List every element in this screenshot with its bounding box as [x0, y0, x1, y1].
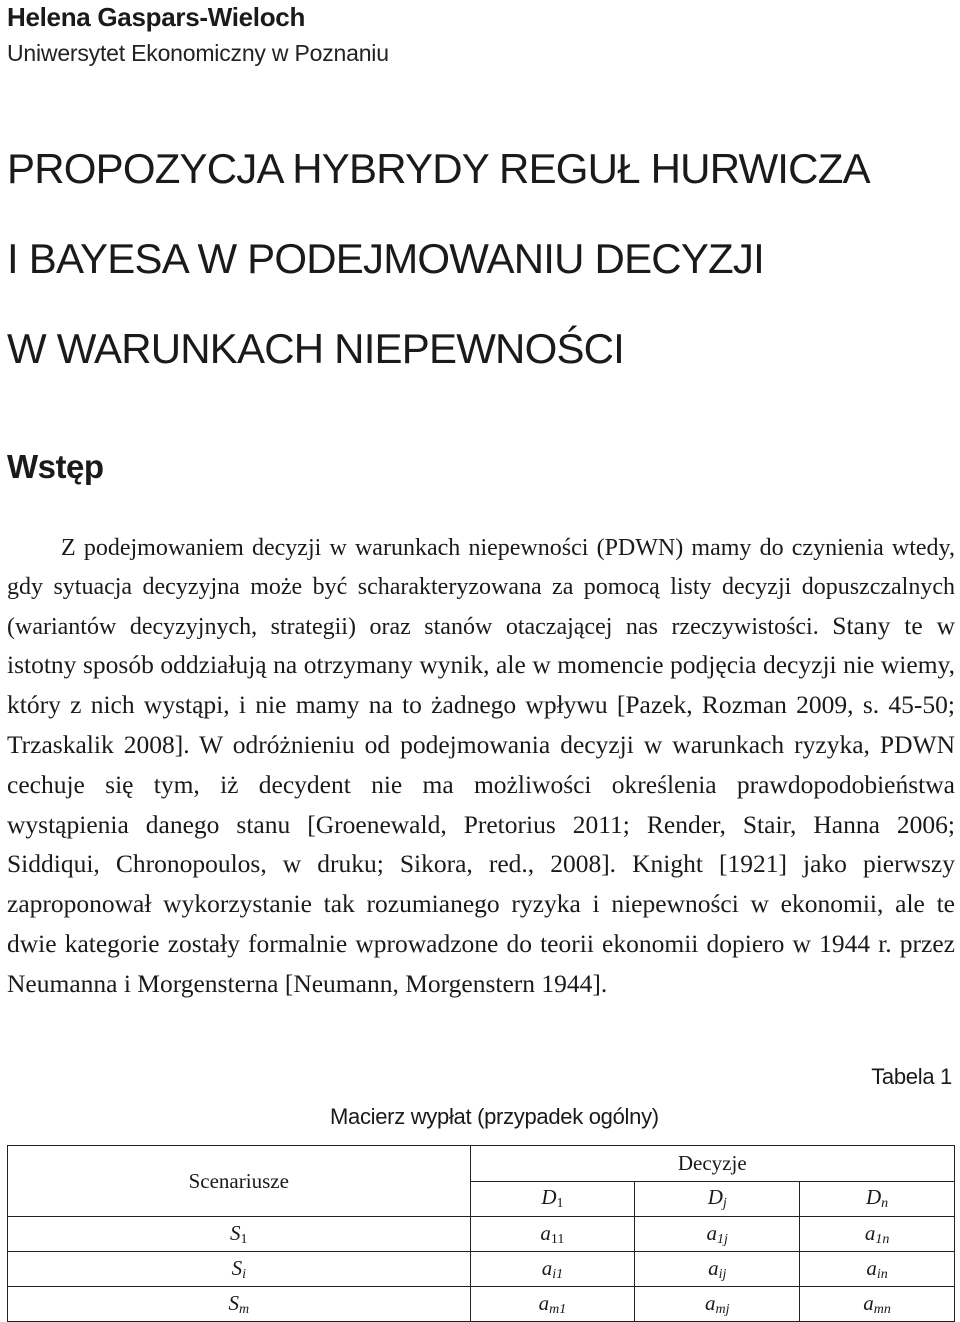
cell: $a_{i1}$	[470, 1252, 635, 1287]
row-label: $S_1$	[8, 1217, 471, 1252]
table-row	[8, 1252, 955, 1287]
cell: $a_{in}$	[800, 1252, 955, 1287]
cell: $a_{1n}$	[800, 1217, 955, 1252]
col-d1: $D_1$	[470, 1181, 635, 1217]
author-affiliation: Uniwersytet Ekonomiczny w Poznaniu	[7, 40, 389, 66]
col-dn: $D_n$	[800, 1181, 955, 1217]
title-line-3: W WARUNKACH NIEPEWNOŚCI	[7, 325, 625, 372]
row-label: $S_m$	[8, 1287, 471, 1322]
cell: $a_{1j}$	[635, 1217, 800, 1252]
table-label: Tabela 1	[871, 1064, 952, 1089]
intro-paragraph-part1: Z podejmowaniem decyzji w warunkach niepewności (PDWN) mamy do czynienia wtedy, gdy sytuacja decyzyjna może być scharakteryzowana za pomocą listy decyzji dopuszczalnych (wariantów decyzyjnych, strategii) oraz stanów otaczającej nas rzeczywistości.	[7, 535, 955, 640]
cell: $a_{mj}$	[635, 1287, 800, 1322]
row-label: $S_i$	[8, 1252, 471, 1287]
col-header-cell	[470, 1146, 954, 1182]
cell: $a_{m1}$	[470, 1287, 635, 1322]
row-header: Scenariusze	[188, 1168, 289, 1193]
table-row	[8, 1287, 955, 1322]
table-caption: Macierz wypłat (przypadek ogólny)	[330, 1104, 659, 1129]
row-header-cell	[8, 1146, 471, 1217]
author-name: Helena Gaspars-Wieloch	[7, 2, 306, 32]
intro-paragraph-part2: Stany te w istotny sposób oddziałują na otrzymany wynik, ale w momencie podjęcia decyzji nie wiemy, który z nich wystąpi, i nie mamy na to żadnego wpływu [Pazek, Rozman 2009, s. 45-50; Trzaskalik 2008]. W odróżnieniu od podejmowania decyzji w warunkach ryzyka, PDWN cechuje się tym, iż decydent nie ma możliwości określenia prawdopodobieństwa wystąpienia danego stanu [Groenewald, Pretorius 2011; Render, Stair, Hanna 2006; Siddiqui, Chronopoulos, w druku; Sikora, red., 2008]. Knight [1921] jako pierwszy zaproponował wykorzystanie tak rozumianego ryzyka i niepewności w ekonomii, ale te dwie kategorie zostały formalnie wprowadzone do teorii ekonomii dopiero w 1944 r. przez Neumanna i Morgensterna [Neumann, Morgenstern 1944].	[7, 610, 955, 998]
col-dj: $D_j$	[635, 1181, 800, 1217]
section-heading: Wstęp	[7, 448, 104, 485]
cell: $a_{11}$	[470, 1217, 635, 1252]
table-row	[8, 1217, 955, 1252]
title-line-1: PROPOZYCJA HYBRYDY REGUŁ HURWICZA	[7, 145, 870, 192]
cell: $a_{ij}$	[635, 1252, 800, 1287]
title-line-2: I BAYESA W PODEJMOWANIU DECYZJI	[7, 235, 764, 282]
col-header: Decyzje	[677, 1150, 747, 1175]
intro-paragraph	[7, 529, 955, 1005]
payoff-matrix-table	[7, 1145, 955, 1322]
cell: $a_{mn}$	[800, 1287, 955, 1322]
